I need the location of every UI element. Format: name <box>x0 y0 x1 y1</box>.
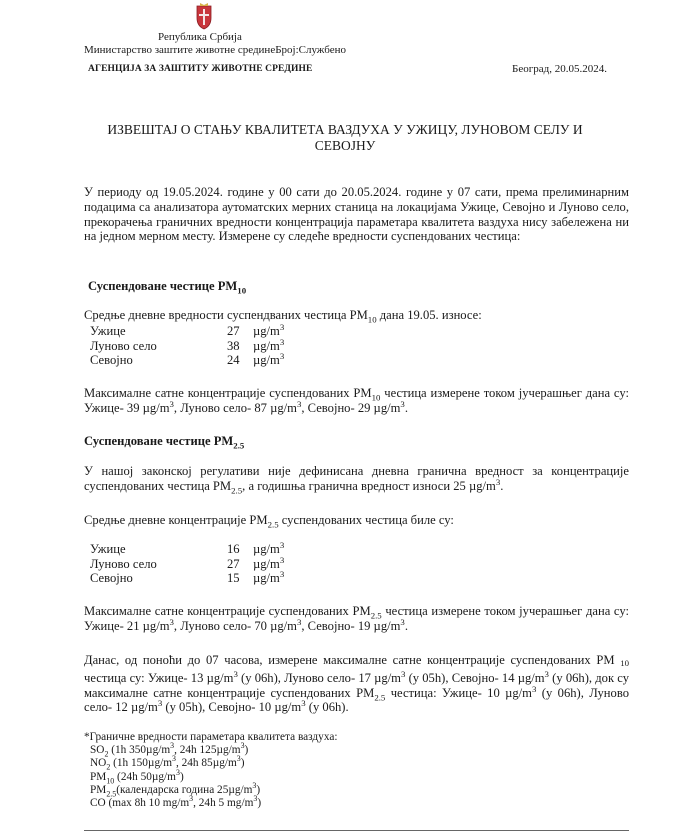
ministry-name: Министарство заштите животне срединеБрој:Службено <box>84 44 346 56</box>
pm10-values-table <box>90 321 285 368</box>
footnote-no2: $NO_2$ (1h $150\mu g/m^3$, 24h $85\mu g/m^3$) <box>90 754 245 772</box>
pm10-avg-intro: Средње дневне вредности суспендваних честица $PM_{10}$ дана 19.05. износе: <box>84 308 482 325</box>
pm25-heading: Суспендоване честице $PM_{2.5}$ <box>84 434 245 451</box>
republic-name: Република Србија <box>158 31 242 43</box>
pm25-values-table <box>90 539 285 586</box>
footnote-pm25: $PM_{2.5}(календарска$ година $25\mu g/m^3$) <box>90 781 261 799</box>
today-paragraph: Данас, од поноћи до 07 часова, измерене максималне сатне концентрације суспендованих PM 10 честица су: Ужице- 13 $\mu g/m^3$ (у 06h), Луново село- 17 $\mu g/m^3$ (у 05h), Севојно- 14 $\mu g/m^3$ (у 06h), док су максималне сатне концентрације суспендованих $PM_{2.5}$ честица: Ужице- 10 $\mu g/m^3$ (у 06h), Луново село- 12 $\mu g/m^3$ (у 05h), Севојно- 10 $\mu g/m^3$ (у 06h). <box>84 653 629 715</box>
place-date: Београд, 20.05.2024. <box>512 63 607 75</box>
footnote-pm10: $PM_{10}$ (24h $50\mu g/m^3$) <box>90 767 184 785</box>
intro-paragraph: У периоду од 19.05.2024. године у 00 сати до 20.05.2024. године у 07 сати, према прелиминарним подацима са анализатора аутоматских мерних станица на локацијама Ужице, Севојно и Луново село, прекорачења граничних вредности концентрација параметара квалитета ваздуха нису забележена ни на једном мерном месту. Измерене су следеће вредности суспендованих честица: <box>84 185 629 244</box>
footnote-co: CO (max 8h 10 $mg/m^3$, 24h 5 $mg/m^3$) <box>90 794 262 810</box>
limit-values-footnote <box>84 731 337 810</box>
table-row: Севојно 24 $\mu g/m^3$ <box>90 350 285 367</box>
bottom-divider <box>84 830 629 831</box>
report-title: ИЗВЕШТАЈ О СТАЊУ КВАЛИТЕТА ВАЗДУХА У УЖИЦУ, ЛУНОВОМ СЕЛУ И СЕВОЈНУ <box>107 122 583 153</box>
pm10-max-paragraph: Максималне сатне концентрације суспендованих $PM_{10}$ честица измерене током јучерашњег дана су: Ужице- 39 $\mu g/m^3$, Луново село- 87 $\mu g/m^3$, Севојно- 29 $\mu g/m^3$. <box>84 386 629 415</box>
pm25-avg-intro: Средње дневне концентрације $PM_{2.5}$ суспендованих честица биле су: <box>84 513 454 530</box>
table-row: Ужице 16 $\mu g/m^3$ <box>90 539 285 556</box>
table-row: Луново село 38 $\mu g/m^3$ <box>90 336 285 353</box>
pm25-regulation-paragraph: У нашој законској регулативи није дефинисана дневна гранична вредност за концентрације суспендованих честица $PM_{2.5}$, а годишња гранична вредност износи 25 $\mu g/m^3$. <box>84 464 629 496</box>
table-row: Ужице 27 $\mu g/m^3$ <box>90 321 285 338</box>
table-row: Севојно 15 $\mu g/m^3$ <box>90 568 285 585</box>
footnote-title: *Граничне вредности параметара квалитета ваздуха: <box>84 731 338 743</box>
pm25-max-paragraph: Максималне сатне концентрације суспендованих $PM_{2.5}$ честица измерене током јучерашњег дана су: Ужице- 21 $\mu g/m^3$, Луново село- 70 $\mu g/m^3$, Севојно- 19 $\mu g/m^3$. <box>84 604 629 633</box>
agency-name: АГЕНЦИЈА ЗА ЗАШТИТУ ЖИВОТНЕ СРЕДИНЕ <box>88 64 313 74</box>
footnote-so2: $SO_2$ (1h $350\mu g/m^3$, 24h $125\mu g/m^3$) <box>90 741 249 759</box>
pm10-heading: Суспендоване честице $PM_{10}$ <box>88 279 247 296</box>
serbian-coat-of-arms-icon <box>193 2 215 30</box>
table-row: Луново село 27 $\mu g/m^3$ <box>90 554 285 571</box>
